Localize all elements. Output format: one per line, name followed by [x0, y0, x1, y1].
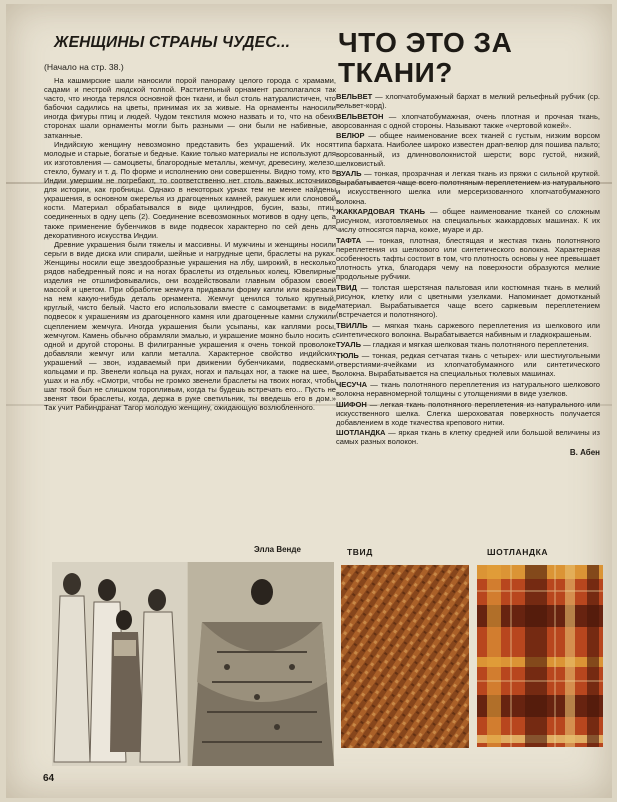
- glossary-entry: [336, 400, 600, 427]
- glossary-definition: — общее наименование всех тканей с густым, низким ворсом типа бархата. Наиболее широко известен драп-велюр для пошива пальто; ворсованный, из длинноволокнистой шерсти; ворс густой, низкий, шелковистый.: [336, 131, 600, 168]
- glossary-term: ЧЕСУЧА: [336, 379, 368, 389]
- glossary-term: ШИФОН: [336, 399, 367, 409]
- glossary-definition: — общее наименование тканей со сложным рисунком, изготовляемых на специальных жаккардовых машинах. К их числу относятся парча, кокке, муаре и др.: [336, 207, 600, 235]
- tweed-swatch-image: [341, 565, 469, 748]
- glossary-entry: [336, 169, 600, 205]
- glossary-term: ВЕЛЬВЕТ: [336, 92, 373, 101]
- glossary-term: ТВИД: [336, 282, 357, 292]
- photo-indian-women: [52, 562, 334, 766]
- tartan-swatch-image: [477, 565, 603, 747]
- caption-tweed: ТВИД: [347, 547, 373, 557]
- glossary-entry: [336, 340, 600, 349]
- article-paragraph: Древние украшения были тяжелы и массивны. И мужчины и женщины носили серьги в виде диска или спирали, шейные и нагрудные цепи, браслеты на руках. Женщины носили еще звездообразные украшения на лбу, широкий, в несколько рядов набедренный пояс и на ногах браслеты из отдельных колец. Ювелирные изделия не отшлифовывались, они воздействовали главным образом своей массой и цветом. При обработке жемчуга придавали форму капли или вырезали на нем какую-нибудь деталь орнамента. Жемчуг ценился только крупный, круглый, чисто белый. Часто его использовали вместе с самоцветами: в виде подвесок к украшениям из драгоценного камня или драгоценные камни служили сцеплением жемчуга. Иногда украшения были усыпаны, как каплями росы, жемчугом. Камень обычно обрамляли эмалью, и украшение можно было носить с одной и другой стороны. В филигранные украшения к очень тонкой проволоке добавляли жемчуг или капли металла. Характерное свойство индийских украшений — звон, издаваемый при движении бубенчиками, подвесками, кольцами и пр. Звенели кольца на руках, ногах и пальцах ног, а также на шее, в ушах и на лбу. «Смотри, чтобы не громко звенели браслеты на твоих ногах, чтобы шаг твой был не слишком торопливым, когда ты будешь встречать его... Пусть не звенят твои браслеты, когда, держа в руке светильник, ты введешь его в дом.» Так учит Рабиндранат Тагор молодую женщину, ожидающую возлюбленного.: [44, 239, 336, 413]
- glossary-definition: — ткань полотняного переплетения из натурального шелкового волокна неравномерной толщины с утолщениями в виде узелков.: [336, 379, 600, 398]
- glossary-entry: [336, 207, 600, 234]
- glossary-term: ВЕЛЮР: [336, 131, 365, 141]
- fabric-glossary: [336, 92, 600, 446]
- glossary-definition: — яркая ткань в клетку средней или большой величины из самых разных волокон.: [336, 428, 600, 447]
- article-title-right: ЧТО ЭТО ЗА ТКАНИ?: [338, 28, 513, 88]
- glossary-entry: [336, 428, 600, 446]
- right-article: [336, 28, 600, 548]
- caption-tartan: ШОТЛАНДКА: [487, 547, 549, 557]
- glossary-entry: [336, 92, 600, 110]
- glossary-term: ТАФТА: [336, 235, 362, 245]
- glossary-definition: — хлопчатобумажный бархат в мелкий рельефный рубчик (ср. вельвет-корд).: [336, 92, 600, 111]
- author-right: В. Абен: [569, 448, 600, 458]
- glossary-entry: [336, 321, 600, 339]
- glossary-term: ТЮЛЬ: [336, 351, 359, 361]
- glossary-term: ТУАЛЬ: [336, 340, 361, 350]
- page-number: 64: [43, 773, 55, 784]
- glossary-definition: — хлопчатобумажная, очень плотная и прочная ткань, ворсованная с одной стороны. Называют также «чертовой кожей».: [336, 111, 600, 130]
- glossary-entry: [336, 283, 600, 319]
- article-paragraph: На кашмирские шали наносили порой панораму целого города с храмами, садами и пестрой людской толпой. Растительный орнамент располагался так часто, что иногда терялся основной фон ткани, и был столь натуралистичен, что бабочки садились на цветы, принимая их за живые. На орнаменты наносили иногда фигуры птиц и людей. Чудом текстиля можно назвать и то, что на обеих сторонах шали орнаменты могли быть разными — они были не набивные, а затканные.: [44, 76, 336, 140]
- glossary-entry: [336, 351, 600, 378]
- glossary-entry: [336, 236, 600, 281]
- photo-indian-women-image: [52, 562, 334, 766]
- glossary-entry: [336, 131, 600, 167]
- glossary-definition: — мягкая ткань саржевого переплетения из шелкового или синтетического волокна. Вырабатывается набивным и гладкокрашеным.: [336, 320, 600, 339]
- article-paragraph: Индийскую женщину невозможно представить без украшений. Их носят молодые и старые, богатые и бедные. Какие только материалы не используют для их изготовления — самоцветы, благородные металлы, жемчуг, древесину, железо, стекло, бумагу и т. д. По форме и исполнению они совершенны. Видно тому, кто в Индии умершим не погребают, то соответственно нет столь важных источников для истории, как гробницы. Однако в некоторых урнах тем не менее найдены украшения, в основном ожерелья из драгоценных камней, ракушек или слоновой кости. Материал обрабатывался в виде цилиндров, бусин, вазы, птиц, соединенных в одну цепь (2). Соединение всевозможных мотивов в одну цепь, а также применение бубенчиков в виде подвесок характерно по сей день для декоративного искусства Индии.: [44, 139, 336, 240]
- author-left: Элла Венде: [254, 545, 301, 554]
- tweed-swatch: [341, 565, 469, 748]
- glossary-term: ТВИЛЛЬ: [336, 320, 368, 330]
- glossary-definition: — тонкая, плотная, блестящая и жесткая ткань полотняного переплетения из шелкового или синтетического волокна. Характерная особенность тафты состоит в том, что плотность основы у нее превышает плотность утка, благодаря чему на поверхности образуются мелкие продольные рубчики.: [336, 235, 600, 282]
- glossary-term: ВЕЛЬВЕТОН: [336, 111, 384, 121]
- glossary-definition: — толстая шерстяная пальтовая или костюмная ткань в мелкий рисунок, клетку или с цветными узелками. Напоминает домотканый материал. Вырабатывается чаще всего саржевым переплетением (встречается и полотняного).: [336, 282, 600, 320]
- glossary-term: ВУАЛЬ: [336, 169, 362, 179]
- left-article: [44, 28, 336, 554]
- glossary-definition: — тонкая, редкая сетчатая ткань с четырех- или шестиугольными отверстиями-ячейками из хлопчатобумажного или синтетического волокна. Вырабатывается на специальных тюлевых машинах.: [336, 351, 600, 379]
- tartan-swatch: [477, 565, 603, 747]
- glossary-entry: [336, 380, 600, 398]
- article-title-left: ЖЕНЩИНЫ СТРАНЫ ЧУДЕС...: [54, 34, 291, 51]
- glossary-entry: [336, 112, 600, 130]
- glossary-term: ШОТЛАНДКА: [336, 428, 386, 438]
- glossary-definition: — легкая ткань полотняного переплетения из натурального или искусственного шелка. Слегка шероховатая поверхность получается добавлением в ходе ткачества крепового нитки.: [336, 399, 600, 427]
- continued-note: (Начало на стр. 38.): [44, 62, 124, 72]
- glossary-definition: — гладкая и мягкая шелковая ткань полотняного переплетения.: [361, 340, 589, 350]
- glossary-term: ЖАККАРДОВАЯ ТКАНЬ: [336, 207, 426, 217]
- glossary-definition: — тонкая, прозрачная и легкая ткань из пряжи с сильной круткой. Вырабатывается чаще всего полотняным переплетением из натурального и искусственного шелка или мерсеризованного хлопчатобумажного волокна.: [336, 169, 600, 206]
